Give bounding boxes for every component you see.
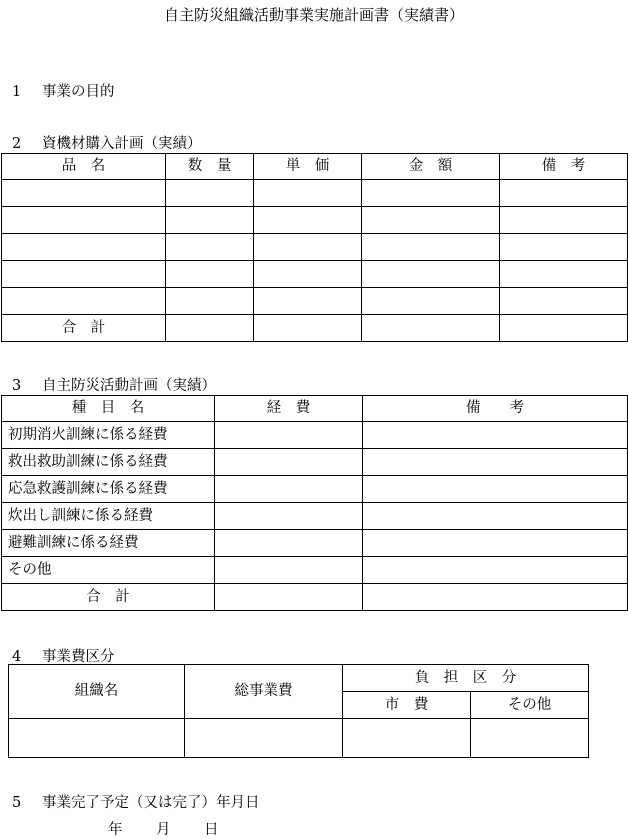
- col-header-total-cost: 総事業費: [185, 665, 343, 719]
- section-number: 5: [12, 795, 22, 811]
- col-header-remarks: 備 考: [500, 154, 628, 180]
- table-header-row: [9, 665, 589, 692]
- table-cell[interactable]: [254, 261, 362, 288]
- col-header-category: 種 目 名: [2, 396, 215, 422]
- table-cell[interactable]: [363, 557, 628, 584]
- table-cell[interactable]: [2, 261, 166, 288]
- table-cell[interactable]: [363, 503, 628, 530]
- year-label: 年: [108, 822, 123, 838]
- completion-date-line: [108, 818, 219, 839]
- table-cell[interactable]: [166, 234, 254, 261]
- expense-division-table: [8, 664, 589, 758]
- table-cell[interactable]: [185, 719, 343, 758]
- table-row: [2, 476, 628, 503]
- table-cell[interactable]: [166, 288, 254, 315]
- table-cell[interactable]: [362, 207, 500, 234]
- table-cell[interactable]: [471, 719, 589, 758]
- total-row: [2, 315, 628, 342]
- table-cell[interactable]: [254, 234, 362, 261]
- col-header-remarks: 備 考: [363, 396, 628, 422]
- row-label: その他: [2, 557, 215, 584]
- section-2-heading: [12, 132, 202, 153]
- table-cell[interactable]: [363, 584, 628, 611]
- table-row: [2, 288, 628, 315]
- table-row: [2, 207, 628, 234]
- table-cell[interactable]: [362, 180, 500, 207]
- section-label: 自主防災活動計画（実績）: [42, 378, 216, 394]
- table-cell[interactable]: [362, 234, 500, 261]
- total-row: [2, 584, 628, 611]
- table-cell[interactable]: [2, 288, 166, 315]
- table-cell[interactable]: [215, 530, 363, 557]
- table-cell[interactable]: [363, 422, 628, 449]
- section-number: 1: [12, 84, 22, 100]
- section-4-heading: [12, 645, 115, 666]
- table-cell[interactable]: [254, 288, 362, 315]
- table-cell[interactable]: [363, 476, 628, 503]
- table-cell[interactable]: [500, 207, 628, 234]
- table-cell[interactable]: [362, 261, 500, 288]
- table-row: [2, 503, 628, 530]
- table-row: [2, 234, 628, 261]
- table-cell[interactable]: [500, 180, 628, 207]
- day-label: 日: [204, 822, 219, 838]
- table-cell[interactable]: [500, 234, 628, 261]
- table-row: [2, 261, 628, 288]
- col-header-city-expense: 市 費: [343, 692, 471, 719]
- col-header-organization: 組織名: [9, 665, 185, 719]
- total-label: 合 計: [2, 584, 215, 611]
- table-row: [9, 719, 589, 758]
- equipment-purchase-table: [1, 153, 628, 342]
- section-label: 事業費区分: [42, 649, 115, 665]
- col-header-other: その他: [471, 692, 589, 719]
- table-cell[interactable]: [215, 557, 363, 584]
- section-3-heading: [12, 374, 216, 395]
- table-row: [2, 180, 628, 207]
- table-cell[interactable]: [363, 530, 628, 557]
- table-cell[interactable]: [363, 449, 628, 476]
- row-label: 初期消火訓練に係る経費: [2, 422, 215, 449]
- table-cell[interactable]: [9, 719, 185, 758]
- section-number: 3: [12, 378, 22, 394]
- col-header-burden-division: 負 担 区 分: [343, 665, 589, 692]
- table-cell[interactable]: [500, 288, 628, 315]
- table-cell[interactable]: [215, 422, 363, 449]
- section-1-heading: [12, 80, 115, 101]
- table-cell[interactable]: [215, 476, 363, 503]
- table-cell[interactable]: [343, 719, 471, 758]
- table-header-row: [2, 154, 628, 180]
- row-label: 応急救護訓練に係る経費: [2, 476, 215, 503]
- table-cell[interactable]: [362, 315, 500, 342]
- row-label: 避難訓練に係る経費: [2, 530, 215, 557]
- table-header-row: [2, 396, 628, 422]
- table-cell[interactable]: [215, 584, 363, 611]
- table-cell[interactable]: [166, 180, 254, 207]
- total-label: 合 計: [2, 315, 166, 342]
- section-number: 4: [12, 649, 22, 665]
- section-label: 資機材購入計画（実績）: [42, 136, 202, 152]
- col-header-unit-price: 単 価: [254, 154, 362, 180]
- table-cell[interactable]: [2, 207, 166, 234]
- table-cell[interactable]: [254, 207, 362, 234]
- table-cell[interactable]: [254, 315, 362, 342]
- table-row: [2, 449, 628, 476]
- table-cell[interactable]: [215, 449, 363, 476]
- col-header-expense: 経 費: [215, 396, 363, 422]
- table-cell[interactable]: [215, 503, 363, 530]
- section-number: 2: [12, 136, 22, 152]
- row-label: 救出救助訓練に係る経費: [2, 449, 215, 476]
- table-row: [2, 530, 628, 557]
- section-5-heading: [12, 791, 260, 812]
- table-cell[interactable]: [500, 261, 628, 288]
- section-label: 事業完了予定（又は完了）年月日: [42, 795, 260, 811]
- table-cell[interactable]: [166, 315, 254, 342]
- table-cell[interactable]: [362, 288, 500, 315]
- row-label: 炊出し訓練に係る経費: [2, 503, 215, 530]
- col-header-amount: 金 額: [362, 154, 500, 180]
- col-header-quantity: 数 量: [166, 154, 254, 180]
- table-cell[interactable]: [166, 261, 254, 288]
- section-label: 事業の目的: [42, 84, 115, 100]
- table-cell[interactable]: [500, 315, 628, 342]
- table-cell[interactable]: [2, 180, 166, 207]
- table-cell[interactable]: [2, 234, 166, 261]
- activity-plan-table: [1, 395, 628, 611]
- table-row: [2, 422, 628, 449]
- table-cell[interactable]: [166, 207, 254, 234]
- month-label: 月: [156, 822, 171, 838]
- table-row: [2, 557, 628, 584]
- col-header-item-name: 品 名: [2, 154, 166, 180]
- table-cell[interactable]: [254, 180, 362, 207]
- document-title: 自主防災組織活動事業実施計画書（実績書）: [163, 6, 464, 24]
